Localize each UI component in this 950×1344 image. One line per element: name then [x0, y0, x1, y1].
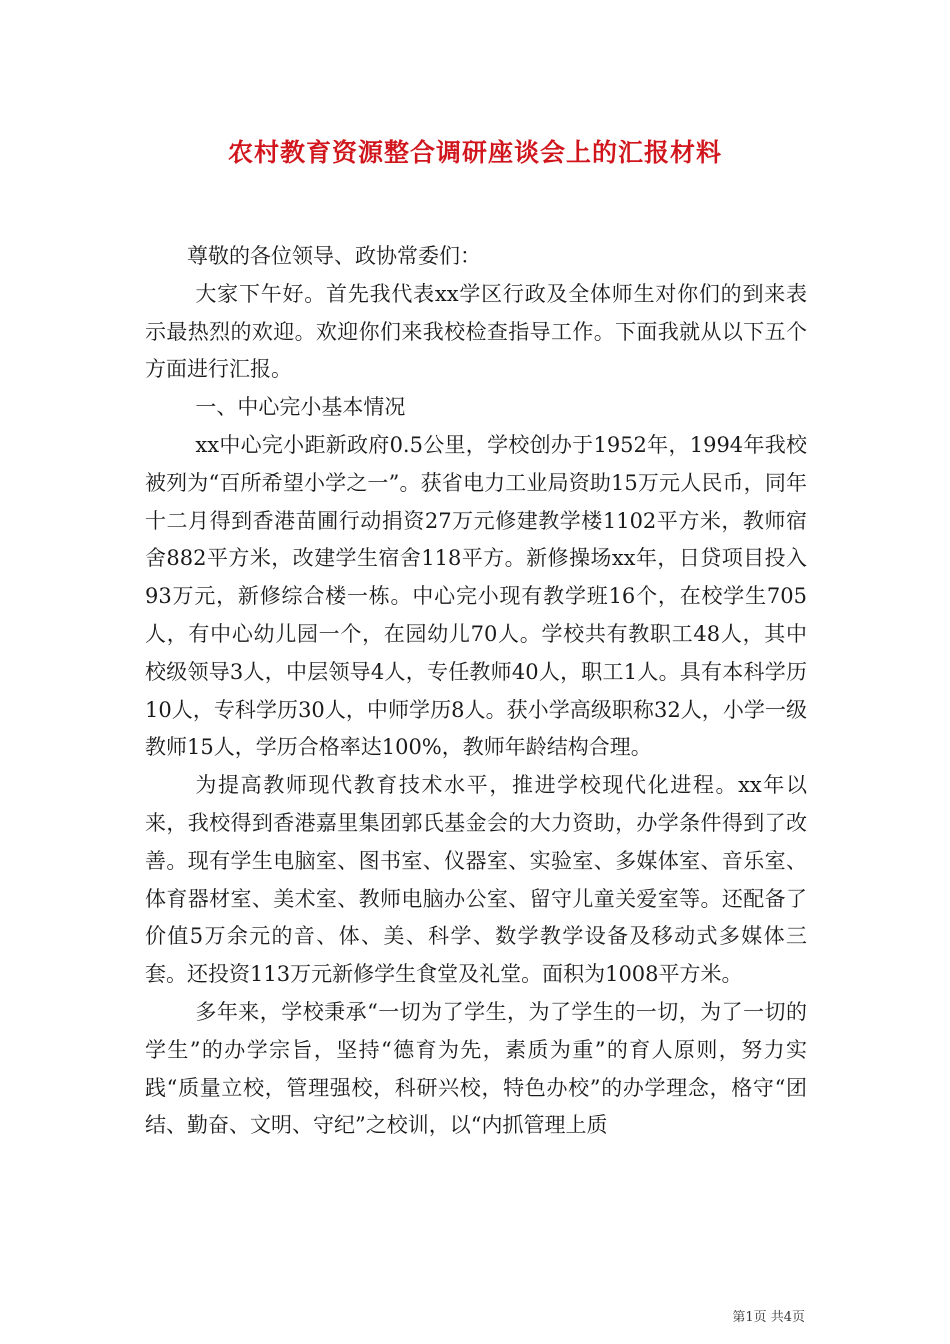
document-body — [145, 238, 807, 1145]
facilities-paragraph: 为提高教师现代教育技术水平，推进学校现代化进程。xx年以来，我校得到香港嘉里集团郭氏基金会的大力资助，办学条件得到了改善。现有学生电脑室、图书室、仪器室、实验室、多媒体室、音乐室、体育器材室、美术室、教师电脑办公室、留守儿童关爱室等。还配备了价值5万余元的音、体、美、科学、数学教学设备及移动式多媒体三套。还投资113万元新修学生食堂及礼堂。面积为1008平方米。 — [145, 773, 807, 987]
salutation-paragraph: 尊敬的各位领导、政协常委们： — [187, 244, 481, 268]
section-heading: 一、中心完小基本情况 — [195, 395, 406, 420]
document-title: 农村教育资源整合调研座谈会上的汇报材料 — [227, 138, 722, 167]
greeting-paragraph: 大家下午好。首先我代表xx学区行政及全体师生对你们的到来表示最热烈的欢迎。欢迎你们来我校检查指导工作。下面我就从以下五个方面进行汇报。 — [145, 281, 807, 382]
philosophy-paragraph: 多年来，学校秉承“一切为了学生，为了学生的一切，为了一切的学生”的办学宗旨，坚持“德育为先，素质为重”的育人原则，努力实践“质量立校，管理强校，科研兴校，特色办校”的办学理念，格守“团结、勤奋、文明、守纪”之校训，以“内抓管理上质 — [145, 999, 807, 1138]
school-overview-paragraph: xx中心完小距新政府0.5公里，学校创办于1952年，1994年我校被列为“百所希望小学之一”。获省电力工业局资助15万元人民币，同年十二月得到香港苗圃行动捐资27万元修建教学楼1102平方米，教师宿舍882平方米，改建学生宿舍118平方。新修操场xx年，日贷项目投入93万元，新修综合楼一栋。中心完小现有教学班16个，在校学生705人，有中心幼儿园一个，在园幼儿70人。学校共有教职工48人，其中校级领导3人，中层领导4人，专任教师40人，职工1人。具有本科学历10人，专科学历30人，中师学历8人。获小学高级职称32人，小学一级教师15人，学历合格率达100%，教师年龄结构合理。 — [145, 432, 807, 760]
page-number: 第1页 共4页 — [732, 1310, 805, 1325]
